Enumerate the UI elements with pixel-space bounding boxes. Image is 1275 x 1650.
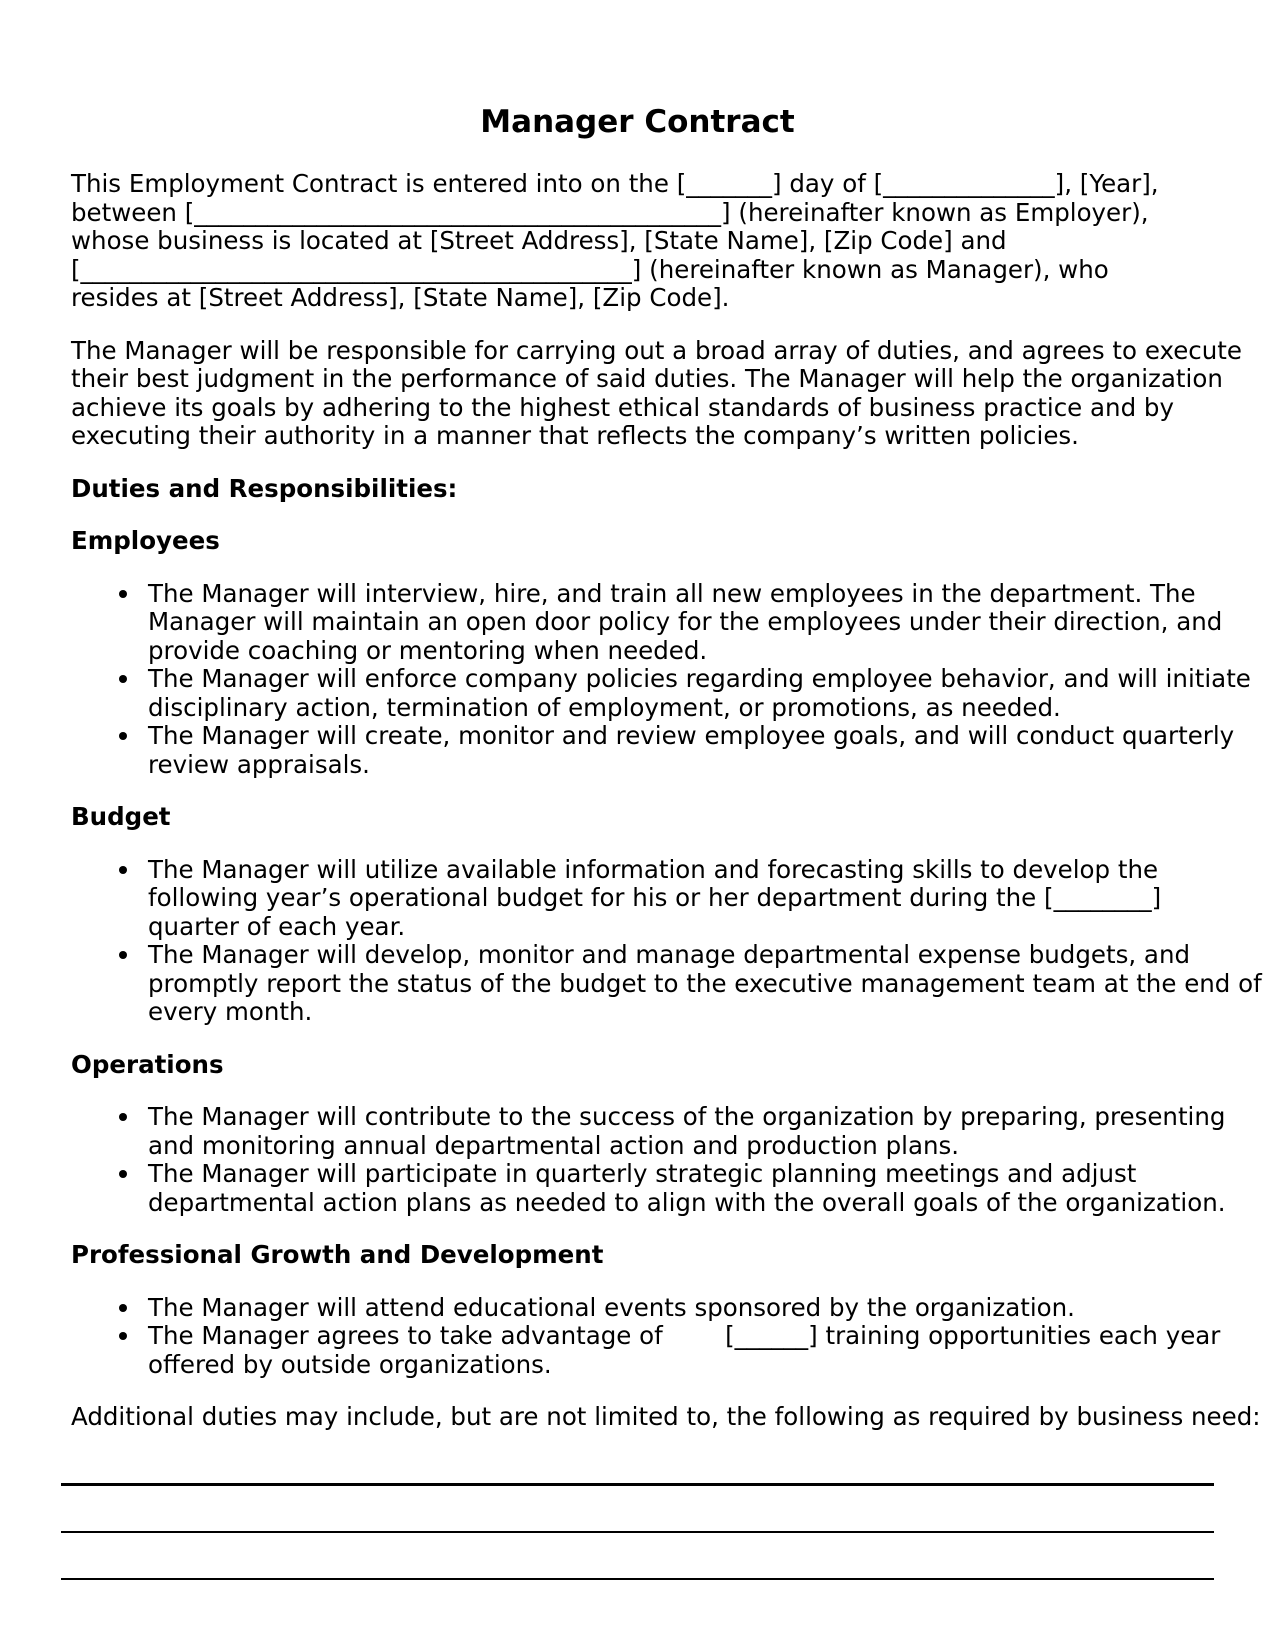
budget-heading: Budget xyxy=(71,802,171,831)
text-line: provide coaching or mentoring when needed. xyxy=(148,635,708,665)
text-line: The Manager will attend educational events sponsored by the organization. xyxy=(148,1292,1075,1322)
text-line: The Manager will enforce company policies regarding employee behavior, and will initiate xyxy=(148,664,1251,693)
text-line: quarter of each year. xyxy=(148,911,406,941)
text-line: departmental action plans as needed to align with the overall goals of the organization. xyxy=(148,1187,1226,1217)
additional-duties-paragraph xyxy=(71,1402,1261,1432)
professional-growth-heading: Professional Growth and Development xyxy=(71,1240,604,1269)
text-line: Manager will maintain an open door policy for the employees under their direction, and xyxy=(148,607,1223,636)
operations-bullet-list xyxy=(71,1102,1226,1217)
budget-bullet-list xyxy=(71,854,1262,1027)
text-line: promptly report the status of the budget to the executive management team at the end of xyxy=(148,968,1262,998)
text-line: The Manager will participate in quarterly strategic planning meetings and adjust xyxy=(148,1159,1137,1188)
text-line: between [___________________________________________] (hereinafter known as Employer), xyxy=(71,197,1149,227)
text-line: The Manager agrees to take advantage of [______] training opportunities each year xyxy=(148,1321,1221,1350)
text-line: resides at [Street Address], [State Name], [Zip Code]. xyxy=(71,283,730,312)
text-line: offered by outside organizations. xyxy=(148,1349,552,1379)
bullet-item xyxy=(71,578,1223,666)
intro-paragraph xyxy=(71,170,1204,313)
bullet-item xyxy=(71,664,1251,722)
bullet-item xyxy=(71,856,1204,942)
employees-bullet-list xyxy=(71,578,1251,780)
duties-and-responsibilities-heading: Duties and Responsibilities: xyxy=(71,473,458,503)
bullet-item xyxy=(71,1321,1221,1379)
text-line: disciplinary action, termination of employment, or promotions, as needed. xyxy=(148,692,1061,722)
text-line: their best judgment in the performance of said duties. The Manager will help the organization xyxy=(71,364,1223,393)
text-line: The Manager will utilize available information and forecasting skills to develop the xyxy=(148,854,1159,884)
text-line: every month. xyxy=(148,997,313,1026)
text-line: achieve its goals by adhering to the highest ethical standards of business practice and by xyxy=(71,392,1174,422)
overview-paragraph xyxy=(71,335,1242,451)
text-line xyxy=(61,1486,1214,1533)
text-line: whose business is located at [Street Address], [State Name], [Zip Code] and xyxy=(71,226,1007,255)
text-line: Additional duties may include, but are not limited to, the following as required by business need: xyxy=(71,1402,1261,1431)
text-line xyxy=(61,1438,1214,1486)
text-line: The Manager will contribute to the success of the organization by preparing, presenting xyxy=(148,1102,1226,1131)
text-line: and monitoring annual departmental action and production plans. xyxy=(148,1130,960,1160)
write-in-lines xyxy=(61,1438,1214,1580)
bullet-item xyxy=(71,940,1262,1027)
professional-growth-bullet-list xyxy=(71,1292,1221,1380)
text-line: The Manager will create, monitor and review employee goals, and will conduct quarterly xyxy=(148,721,1235,750)
operations-heading: Operations xyxy=(71,1049,224,1079)
text-line: The Manager will be responsible for carrying out a broad array of duties, and agrees to execute xyxy=(71,335,1242,365)
text-line xyxy=(61,1533,1214,1580)
text-line: The Manager will develop, monitor and manage departmental expense budgets, and xyxy=(148,940,1191,969)
bullet-item xyxy=(71,1102,1226,1160)
bullet-item xyxy=(71,1294,1204,1323)
document-page xyxy=(71,104,1262,1580)
text-line: review appraisals. xyxy=(148,749,370,779)
employees-heading: Employees xyxy=(71,526,220,555)
text-line: This Employment Contract is entered into on the [_______] day of [______________], [Year], xyxy=(71,169,1159,198)
text-line: executing their authority in a manner that reflects the company’s written policies. xyxy=(71,421,1079,450)
bullet-item xyxy=(71,721,1235,779)
text-line: following year’s operational budget for his or her department during the [________] xyxy=(148,883,1162,912)
text-line: [_____________________________________________] (hereinafter known as Manager), who xyxy=(71,254,1109,284)
bullet-item xyxy=(71,1159,1226,1217)
text-line: The Manager will interview, hire, and train all new employees in the department. The xyxy=(148,578,1196,608)
document-title: Manager Contract xyxy=(480,104,795,140)
